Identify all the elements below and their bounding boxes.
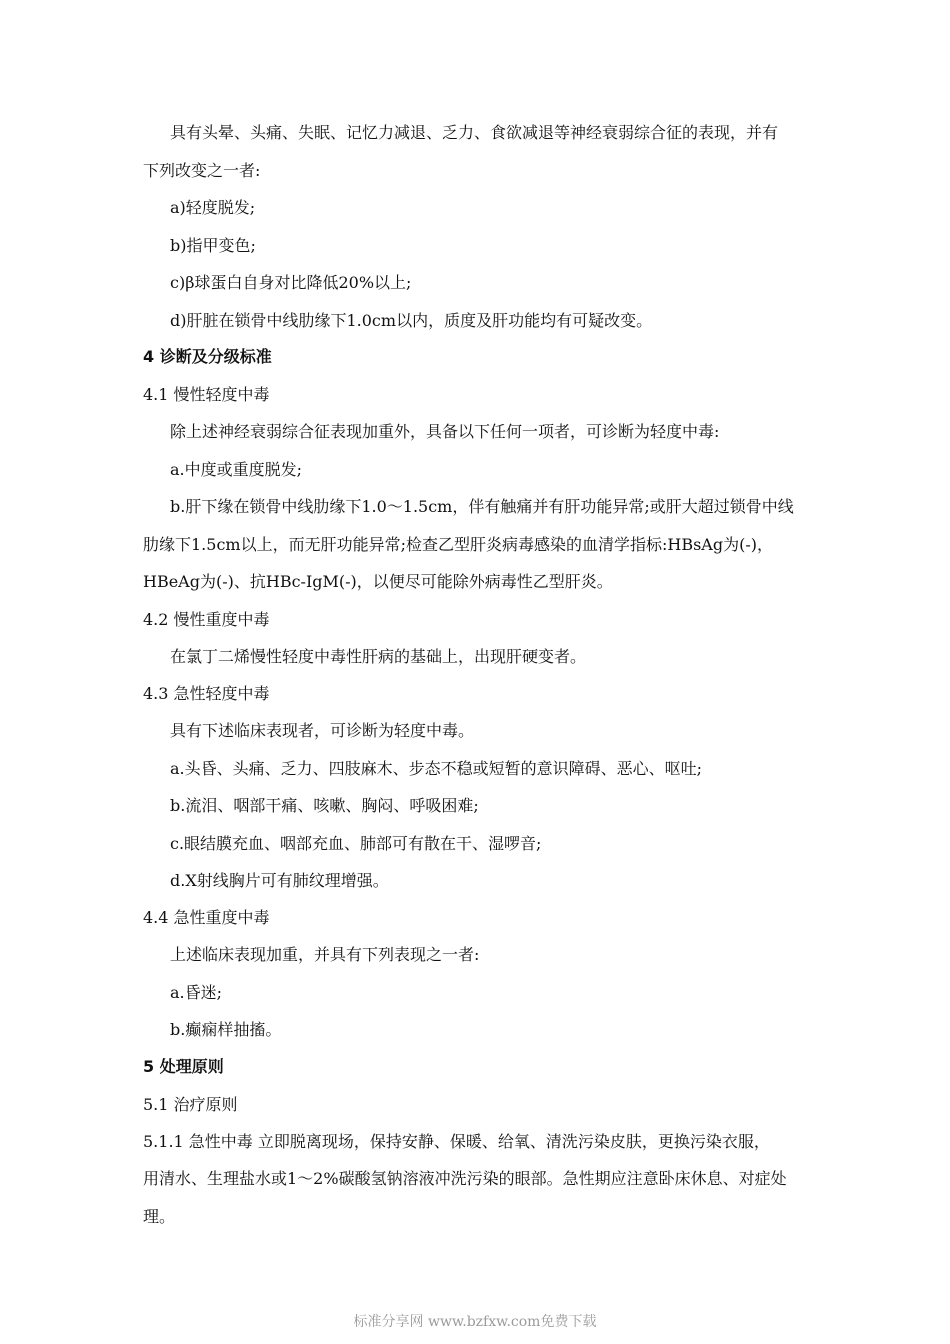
list-item-a: a)轻度脱发; — [170, 198, 256, 217]
list-item-4-1-b-line-2: 肋缘下1.5cm以上，而无肝功能异常;检查乙型肝炎病毒感染的血清学指标:HBsAg为(-)， — [143, 535, 773, 554]
subsection-heading-4-3: 4.3 急性轻度中毒 — [143, 684, 270, 703]
paragraph-4-2: 在氯丁二烯慢性轻度中毒性肝病的基础上，出现肝硬变者。 — [170, 647, 587, 666]
list-item-4-4-a: a.昏迷; — [170, 983, 223, 1002]
paragraph-5-1-1-line-1: 5.1.1 急性中毒 立即脱离现场，保持安静、保暖、给氧、清洗污染皮肤，更换污染衣服， — [143, 1132, 770, 1151]
list-item-4-1-a: a.中度或重度脱发; — [170, 460, 303, 479]
paragraph-4-1: 除上述神经衰弱综合征表现加重外，具备以下任何一项者，可诊断为轻度中毒: — [170, 422, 720, 441]
footer-watermark: 标准分享网 www.bzfxw.com免费下载 — [353, 1314, 597, 1330]
paragraph-5-1-1-line-2: 用清水、生理盐水或1～2%碳酸氢钠溶液冲洗污染的眼部。急性期应注意卧床休息、对症处 — [143, 1169, 787, 1188]
list-item-b: b)指甲变色; — [170, 236, 256, 255]
section-heading-5: 5 处理原则 — [143, 1057, 224, 1076]
paragraph-5-1-1-line-3: 理。 — [143, 1207, 176, 1226]
list-item-4-4-b: b.癫痫样抽搐。 — [170, 1020, 282, 1039]
subsection-heading-4-1: 4.1 慢性轻度中毒 — [143, 385, 270, 404]
list-item-4-3-d: d.X射线胸片可有肺纹理增强。 — [170, 871, 389, 890]
subsection-heading-4-4: 4.4 急性重度中毒 — [143, 908, 270, 927]
paragraph-intro-line-1: 具有头晕、头痛、失眠、记忆力减退、乏力、食欲减退等神经衰弱综合征的表现，并有 — [170, 123, 779, 142]
list-item-4-1-b-line-3: HBeAg为(-)、抗HBc-IgM(-)，以便尽可能除外病毒性乙型肝炎。 — [143, 572, 613, 591]
list-item-4-3-b: b.流泪、咽部干痛、咳嗽、胸闷、呼吸困难; — [170, 796, 479, 815]
list-item-d: d)肝脏在锁骨中线肋缘下1.0cm以内，质度及肝功能均有可疑改变。 — [170, 311, 653, 330]
section-heading-4: 4 诊断及分级标准 — [143, 347, 272, 366]
subsection-heading-4-2: 4.2 慢性重度中毒 — [143, 610, 270, 629]
paragraph-4-4: 上述临床表现加重，并具有下列表现之一者: — [170, 945, 480, 964]
paragraph-intro-line-2: 下列改变之一者: — [143, 161, 261, 180]
list-item-c: c)β球蛋白自身对比降低20%以上; — [170, 273, 412, 292]
subsection-heading-5-1: 5.1 治疗原则 — [143, 1095, 238, 1114]
list-item-4-3-a: a.头昏、头痛、乏力、四肢麻木、步态不稳或短暂的意识障碍、恶心、呕吐; — [170, 759, 703, 778]
list-item-4-3-c: c.眼结膜充血、咽部充血、肺部可有散在干、湿啰音; — [170, 834, 542, 853]
list-item-4-1-b-line-1: b.肝下缘在锁骨中线肋缘下1.0～1.5cm，伴有触痛并有肝功能异常;或肝大超过锁骨中线 — [170, 497, 794, 516]
paragraph-4-3: 具有下述临床表现者，可诊断为轻度中毒。 — [170, 721, 475, 740]
